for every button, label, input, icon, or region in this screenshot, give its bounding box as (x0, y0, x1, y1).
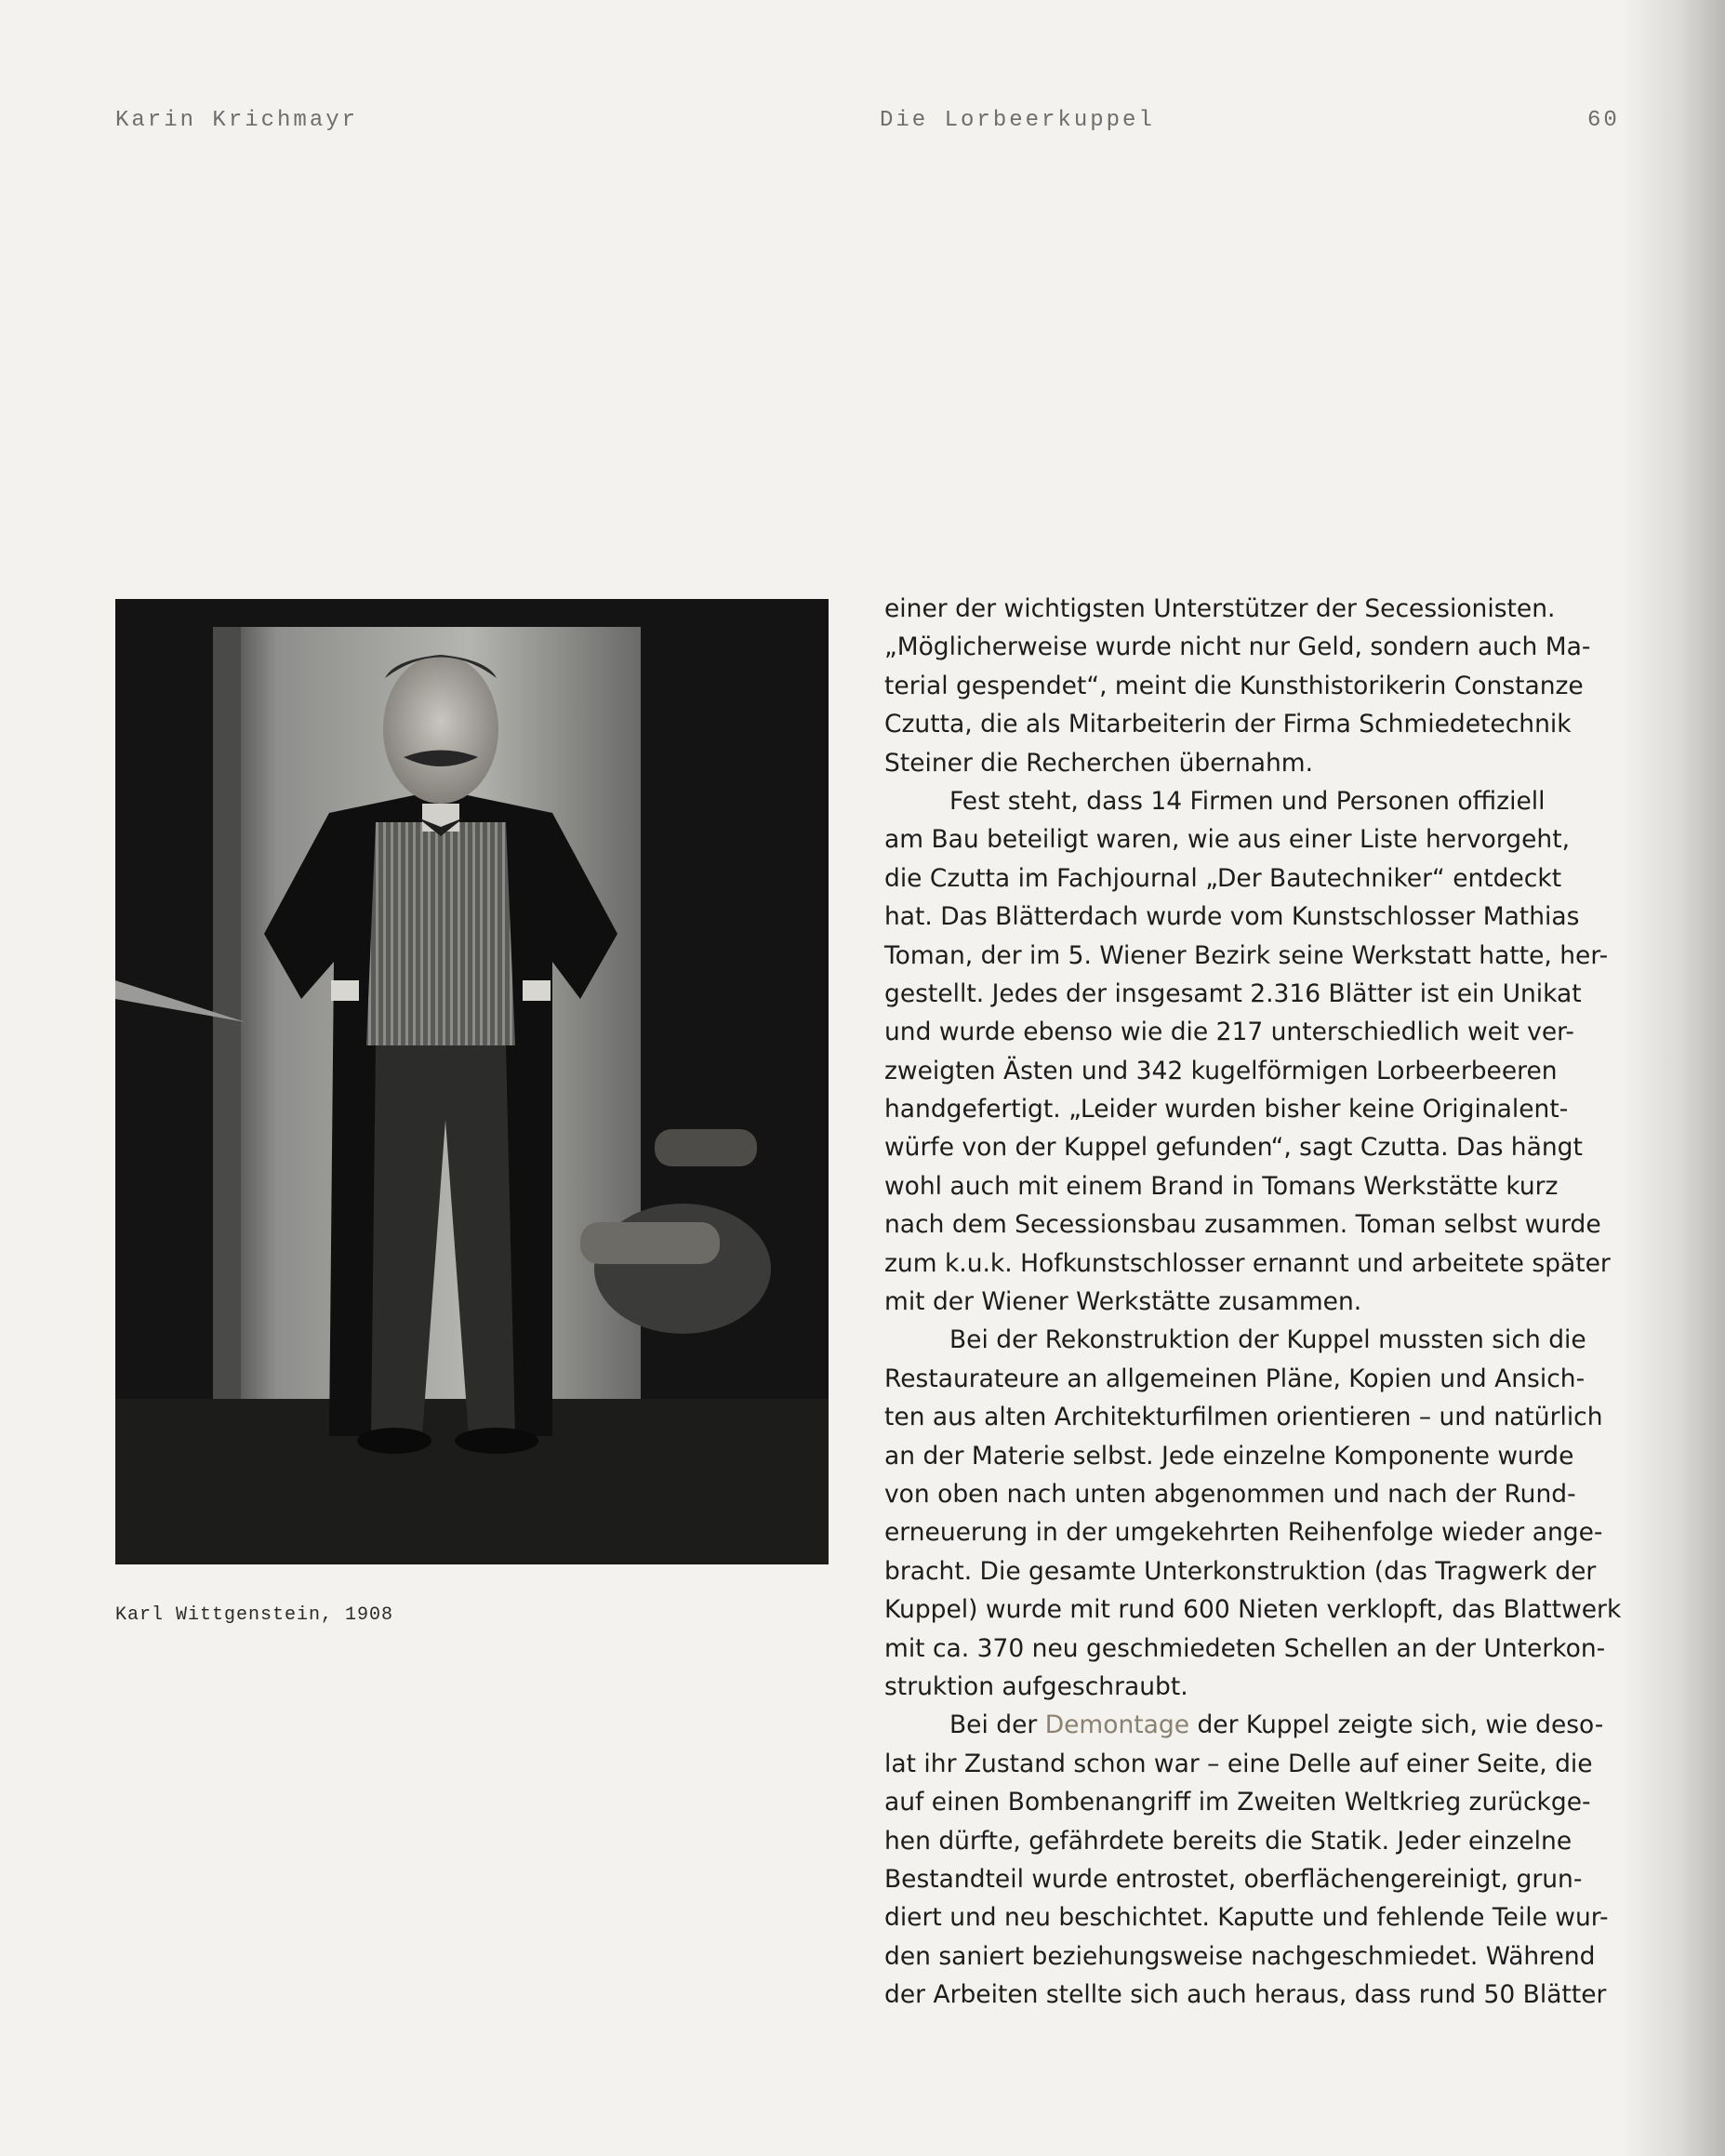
text-line: an der Materie selbst. Jede einzelne Komponente wurde (884, 1441, 1574, 1471)
highlighted-term: Demontage (1044, 1710, 1190, 1740)
text-line: diert und neu beschichtet. Kaputte und fehlende Teile wur- (884, 1903, 1609, 1933)
paragraph-start-line: Bei der Rekonstruktion der Kuppel mussten sich die (949, 1325, 1586, 1355)
text-line: zum k.u.k. Hofkunstschlosser ernannt und arbeitete später (884, 1248, 1611, 1278)
text-line: Steiner die Recherchen übernahm. (884, 748, 1314, 778)
text-line: Kuppel) wurde mit rund 600 Nieten verklopft, das Blattwerk (884, 1595, 1622, 1625)
text-line: Restaurateure an allgemeinen Pläne, Kopien und Ansich- (884, 1364, 1586, 1393)
text-line: lat ihr Zustand schon war – eine Delle auf einer Seite, die (884, 1749, 1593, 1778)
text-line: die Czutta im Fachjournal „Der Bautechniker“ entdeckt (884, 863, 1562, 893)
text-line: am Bau beteiligt waren, wie aus einer Liste hervorgeht, (884, 825, 1571, 855)
article-body (884, 590, 1622, 2014)
text-line: ten aus alten Architekturfilmen orientieren – und natürlich (884, 1403, 1603, 1432)
text-line: terial gespendet“, meint die Kunsthistorikerin Constanze (884, 671, 1584, 700)
page-gutter-shadow (1623, 0, 1725, 2156)
text-line: auf einen Bombenangriff im Zweiten Weltkrieg zurückge- (884, 1788, 1591, 1817)
text-line: Czutta, die als Mitarbeiterin der Firma Schmiedetechnik (884, 710, 1572, 739)
text-line: mit ca. 370 neu geschmiedeten Schellen an der Unterkon- (884, 1633, 1606, 1663)
paragraph-start-line: Fest steht, dass 14 Firmen und Personen offiziell (949, 786, 1546, 816)
paragraph-start-line (884, 1706, 1619, 1744)
text-line: würfe von der Kuppel gefunden“, sagt Czutta. Das hängt (884, 1133, 1583, 1163)
text-line: und wurde ebenso wie die 217 unterschiedlich weit ver- (884, 1018, 1574, 1047)
text-line: hat. Das Blätterdach wurde vom Kunstschlosser Mathias (884, 902, 1580, 932)
text-line: zweigten Ästen und 342 kugelförmigen Lorbeerbeeren (884, 1056, 1558, 1085)
running-header-author: Karin Krichmayr (115, 108, 359, 133)
text-line: hen dürfte, gefährdete bereits die Statik. Jeder einzelne (884, 1826, 1572, 1856)
text-segment: Bei der (949, 1710, 1045, 1740)
text-line: den saniert beziehungsweise nachgeschmiedet. Während (884, 1941, 1596, 1971)
text-line: einer der wichtigsten Unterstützer der Secessionisten. (884, 594, 1556, 623)
text-line: erneuerung in der umgekehrten Reihenfolge wieder ange- (884, 1518, 1603, 1548)
text-line: gestellt. Jedes der insgesamt 2.316 Blätter ist ein Unikat (884, 978, 1582, 1008)
text-line: Toman, der im 5. Wiener Bezirk seine Werkstatt hatte, her- (884, 940, 1609, 970)
text-line: nach dem Secessionsbau zusammen. Toman selbst wurde (884, 1210, 1601, 1240)
running-header-chapter: Die Lorbeerkuppel (880, 108, 1155, 133)
text-line: wohl auch mit einem Brand in Tomans Werkstätte kurz (884, 1171, 1559, 1201)
text-line: struktion aufgeschraubt. (884, 1671, 1188, 1701)
text-line: mit der Wiener Werkstätte zusammen. (884, 1287, 1362, 1317)
text-line: „Möglicherweise wurde nicht nur Geld, sondern auch Ma- (884, 632, 1591, 662)
text-line: Bestandteil wurde entrostet, oberflächengereinigt, grun- (884, 1864, 1583, 1894)
text-line: der Arbeiten stellte sich auch heraus, dass rund 50 Blätter (884, 1980, 1607, 2010)
text-line: von oben nach unten abgenommen und nach der Rund- (884, 1479, 1576, 1509)
page-number: 60 (1587, 108, 1620, 133)
figure-caption: Karl Wittgenstein, 1908 (115, 1604, 394, 1626)
text-line: bracht. Die gesamte Unterkonstruktion (das Tragwerk der (884, 1556, 1597, 1586)
text-segment: der Kuppel zeigte sich, wie deso- (1189, 1710, 1604, 1740)
text-line: handgefertigt. „Leider wurden bisher keine Originalent- (884, 1095, 1569, 1125)
portrait-photograph (115, 599, 829, 1564)
